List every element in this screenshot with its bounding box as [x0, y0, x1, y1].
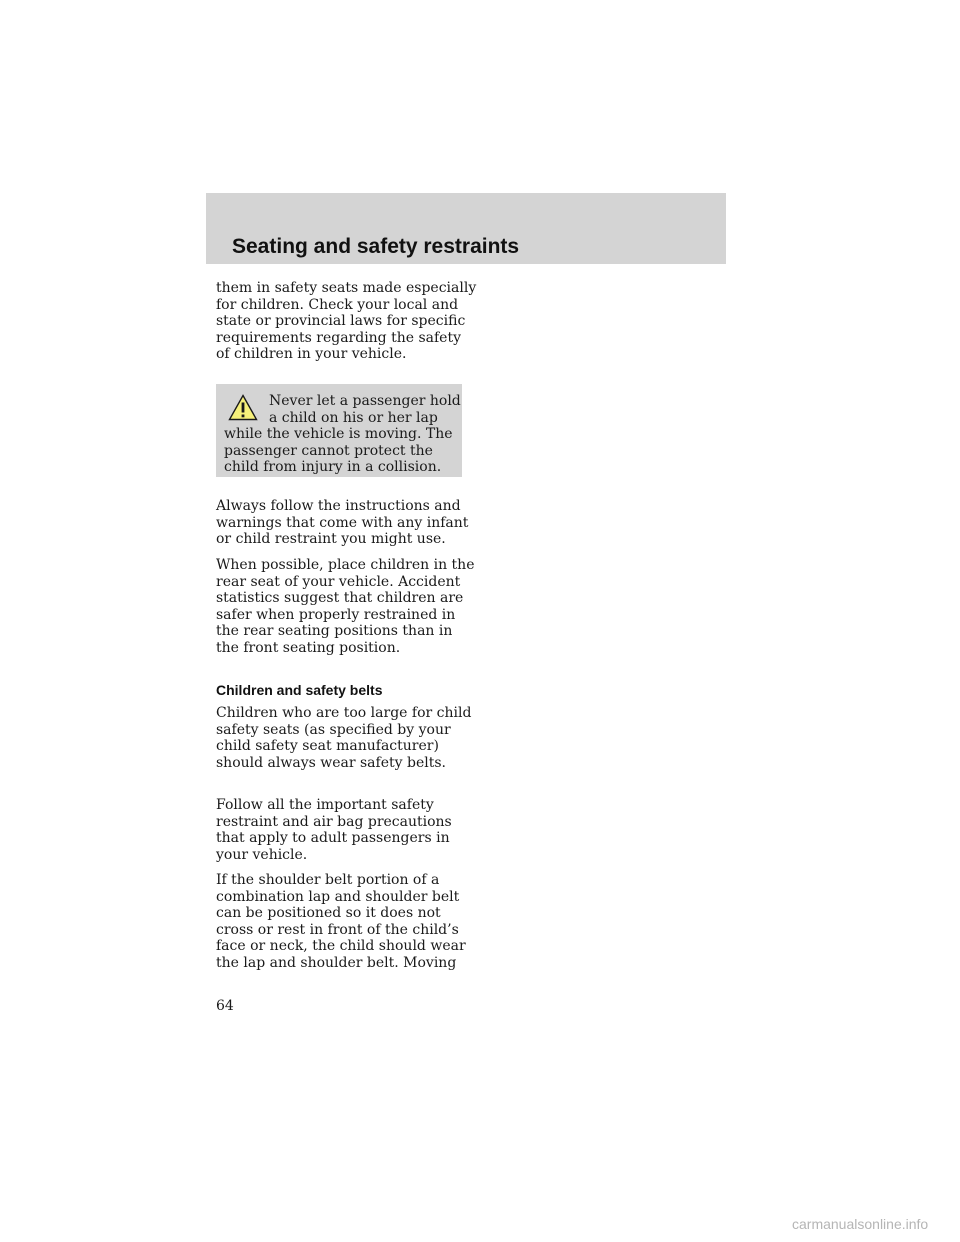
paragraph-intro: them in safety seats made especially for children. Check your local and state or provincial laws for specific requirements regarding the safety of children in your vehicle.: [216, 280, 477, 363]
warning-text: [216, 393, 462, 476]
warning-text-rest: while the vehicle is moving. The passenger cannot protect the child from injury in a collision.: [224, 426, 453, 476]
warning-text-line1: Never let a passenger hold a child on his or her lap: [269, 393, 461, 426]
page-number: 64: [216, 998, 234, 1014]
paragraph-precautions: Follow all the important safety restraint and air bag precautions that apply to adult passengers in your vehicle.: [216, 797, 452, 863]
warning-box: [216, 384, 462, 477]
paragraph-follow-instructions: Always follow the instructions and warnings that come with any infant or child restraint you might use.: [216, 498, 469, 548]
chapter-title: Seating and safety restraints: [232, 235, 520, 258]
paragraph-rear-seat: When possible, place children in the rear seat of your vehicle. Accident statistics suggest that children are safer when properly restrained in the rear seating positions than in the front seating position.: [216, 557, 475, 656]
section-heading: Children and safety belts: [216, 682, 383, 698]
paragraph-too-large: Children who are too large for child safety seats (as specified by your child safety seat manufacturer) should always wear safety belts.: [216, 705, 472, 771]
watermark: carmanualsonline.info: [792, 1216, 929, 1232]
chapter-header-band: [206, 193, 726, 264]
paragraph-shoulder-belt: If the shoulder belt portion of a combination lap and shoulder belt can be positioned so it does not cross or rest in front of the child’s face or neck, the child should wear the lap and shoulder belt. Moving: [216, 872, 466, 971]
